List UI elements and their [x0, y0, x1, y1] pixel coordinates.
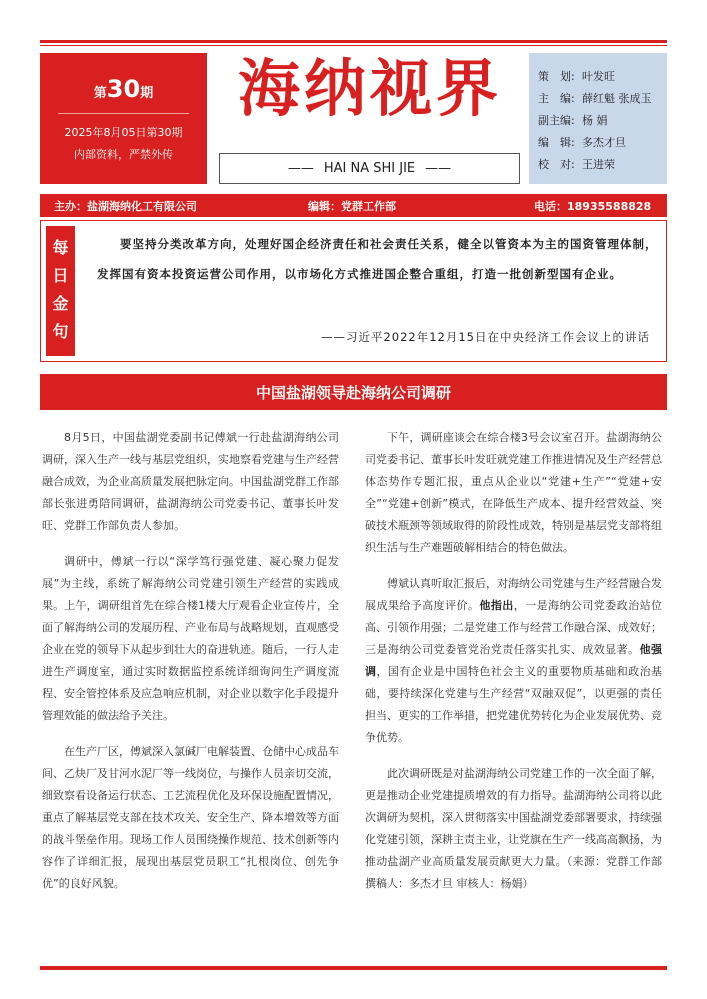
issue-number	[40, 75, 207, 103]
daily-quote-tag	[46, 226, 75, 356]
article-paragraph: 下午，调研座谈会在综合楼3号会议室召开。盐湖海纳公司党委书记、董事长叶发旺就党建工作推进情况及生产经营总体态势作专题汇报，重点从企业以“党建+生产”“党建+安全”“党建+创新”模式，在降低生产成本、提升经营效益、突破技术瓶颈等领域取得的阶段性成效，特别是基层党支部将组织生活与生产难题破解相结合的特色做法。	[365, 431, 662, 554]
staff-panel	[529, 53, 667, 184]
staff-row	[538, 66, 667, 88]
issue-date: 2025年8月05日第30期	[64, 126, 183, 139]
article-paragraph: 在生产厂区，傅斌深入氯碱厂电解装置、仓储中心成品车间、乙炔厂及甘河水泥厂等一线岗位，与操作人员亲切交流，细致察看设备运行状态、工艺流程优化及环保设施配置情况，重点了解基层党支部在技术攻关、安全生产、降本增效等方面的战斗堡垒作用。现场工作人员围绕操作规范、技术创新等内容作了详细汇报，展现出基层党员职工“扎根岗位、创先争优”的良好风貌。	[42, 745, 339, 890]
quote-tag-char: 句	[52, 322, 69, 341]
issue-number-value: 30	[106, 75, 141, 103]
staff-value: 王进荣	[582, 158, 615, 171]
editor-info: 编辑：党群工作部	[308, 199, 396, 213]
article-left-column	[42, 427, 339, 909]
staff-label: 副主编:	[538, 114, 575, 127]
article-paragraph	[365, 573, 662, 749]
staff-label: 校 对:	[538, 158, 575, 171]
article-title: 中国盐湖领导赴海纳公司调研	[255, 383, 451, 402]
staff-value: 多杰才旦	[582, 136, 626, 149]
subtitle-dash-left: ——	[287, 161, 314, 176]
article-paragraph: 此次调研既是对盐湖海纳公司党建工作的一次全面了解，更是推动企业党建提质增效的有力指导。盐湖海纳公司将以此次调研为契机，深入贯彻落实中国盐湖党委部署要求，持续强化党建引领，深耕主责主业，让党旗在生产一线高高飘扬，为推动盐湖产业高质量发展贡献更大力量。（来源：党群工作部 撰稿人：多杰才旦 审核人：杨娟）	[365, 767, 673, 890]
quote-text: 要坚持分类改革方向，处理好国企经济责任和社会责任关系，健全以管资本为主的国资管理体制，发挥国有资本投资运营公司作用，以市场化方式推进国企整合重组，打造一批创新型国有企业。	[97, 237, 658, 281]
subtitle-dash-right: ——	[425, 161, 452, 176]
phone-info: 电话：18935588828	[534, 199, 652, 213]
staff-row	[538, 88, 667, 110]
issue-prefix: 第	[93, 86, 107, 101]
staff-row	[538, 154, 667, 176]
paragraph-text: ，一是海纳公司党委政治站位高、引领作用强；二是党建工作与经营工作融合深、成效好；三是海纳公司党委管党治党责任落实扎实、成效显著。	[365, 599, 663, 656]
quote-tag-char: 金	[52, 294, 69, 313]
masthead-subtitle-box	[219, 153, 520, 184]
bottom-rule	[40, 966, 667, 970]
issue-suffix: 期	[140, 86, 154, 101]
emphasis-text: 他指出	[479, 599, 514, 612]
article-title-bar	[40, 374, 667, 410]
article-paragraph: 调研中，傅斌一行以“深学笃行强党建、凝心聚力促发展”为主线，系统了解海纳公司党建引领生产经营的实践成果。上午，调研组首先在综合楼1楼大厅观看企业宣传片，全面了解海纳公司的发展历程、产业布局与战略规划，直观感受企业在党的领导下从起步到壮大的奋进轨迹。随后，一行人走进生产调度室，通过实时数据监控系统详细询问生产调度流程、安全管控体系及应急响应机制，对企业以数字化手段提升管理效能的做法给予关注。	[42, 555, 339, 722]
daily-quote-box	[40, 220, 667, 362]
quote-tag-char: 每	[52, 238, 69, 257]
masthead-subtitle: HAI NA SHI JIE	[323, 161, 416, 176]
emphasis-text: 他强调	[365, 643, 663, 678]
staff-row	[538, 110, 667, 132]
staff-label: 策 划:	[538, 70, 575, 83]
issue-note: 内部资料，严禁外传	[74, 148, 173, 161]
host-info: 主办：盐湖海纳化工有限公司	[54, 199, 197, 213]
masthead-title: 海纳视界	[237, 52, 502, 125]
info-bar	[40, 194, 667, 217]
staff-value: 薛红魁 张成玉	[582, 92, 652, 105]
article-right-column	[365, 427, 673, 909]
issue-panel	[40, 53, 207, 184]
staff-label: 主 编:	[538, 92, 575, 105]
article-paragraph: 8月5日，中国盐湖党委副书记傅斌一行赴盐湖海纳公司调研，深入生产一线与基层党组织，实地察看党建与生产经营融合成效，为企业高质量发展把脉定向。中国盐湖党群工作部部长张进勇陪同调研，盐湖海纳公司党委书记、董事长叶发旺、党群工作部负责人参加。	[42, 431, 339, 532]
staff-value: 叶发旺	[582, 70, 615, 83]
quote-tag-char: 日	[52, 266, 69, 285]
paragraph-text: ，国有企业是中国特色社会主义的重要物质基础和政治基础，要持续深化党建与生产经营“双融双促”，以更强的责任担当、更实的工作举措，把党建优势转化为企业发展优势、竞争优势。	[365, 665, 663, 744]
staff-row	[538, 132, 667, 154]
staff-label: 编 辑:	[538, 136, 575, 149]
staff-value: 杨 娟	[582, 114, 608, 127]
quote-source: ——习近平2022年12月15日在中央经济工作会议上的讲话	[320, 330, 650, 344]
issue-divider	[58, 113, 189, 114]
paragraph-text: 傅斌认真听取汇报后，对海纳公司党建与生产经营融合发展成果给予高度评价。	[365, 577, 662, 612]
top-rule	[40, 40, 667, 43]
